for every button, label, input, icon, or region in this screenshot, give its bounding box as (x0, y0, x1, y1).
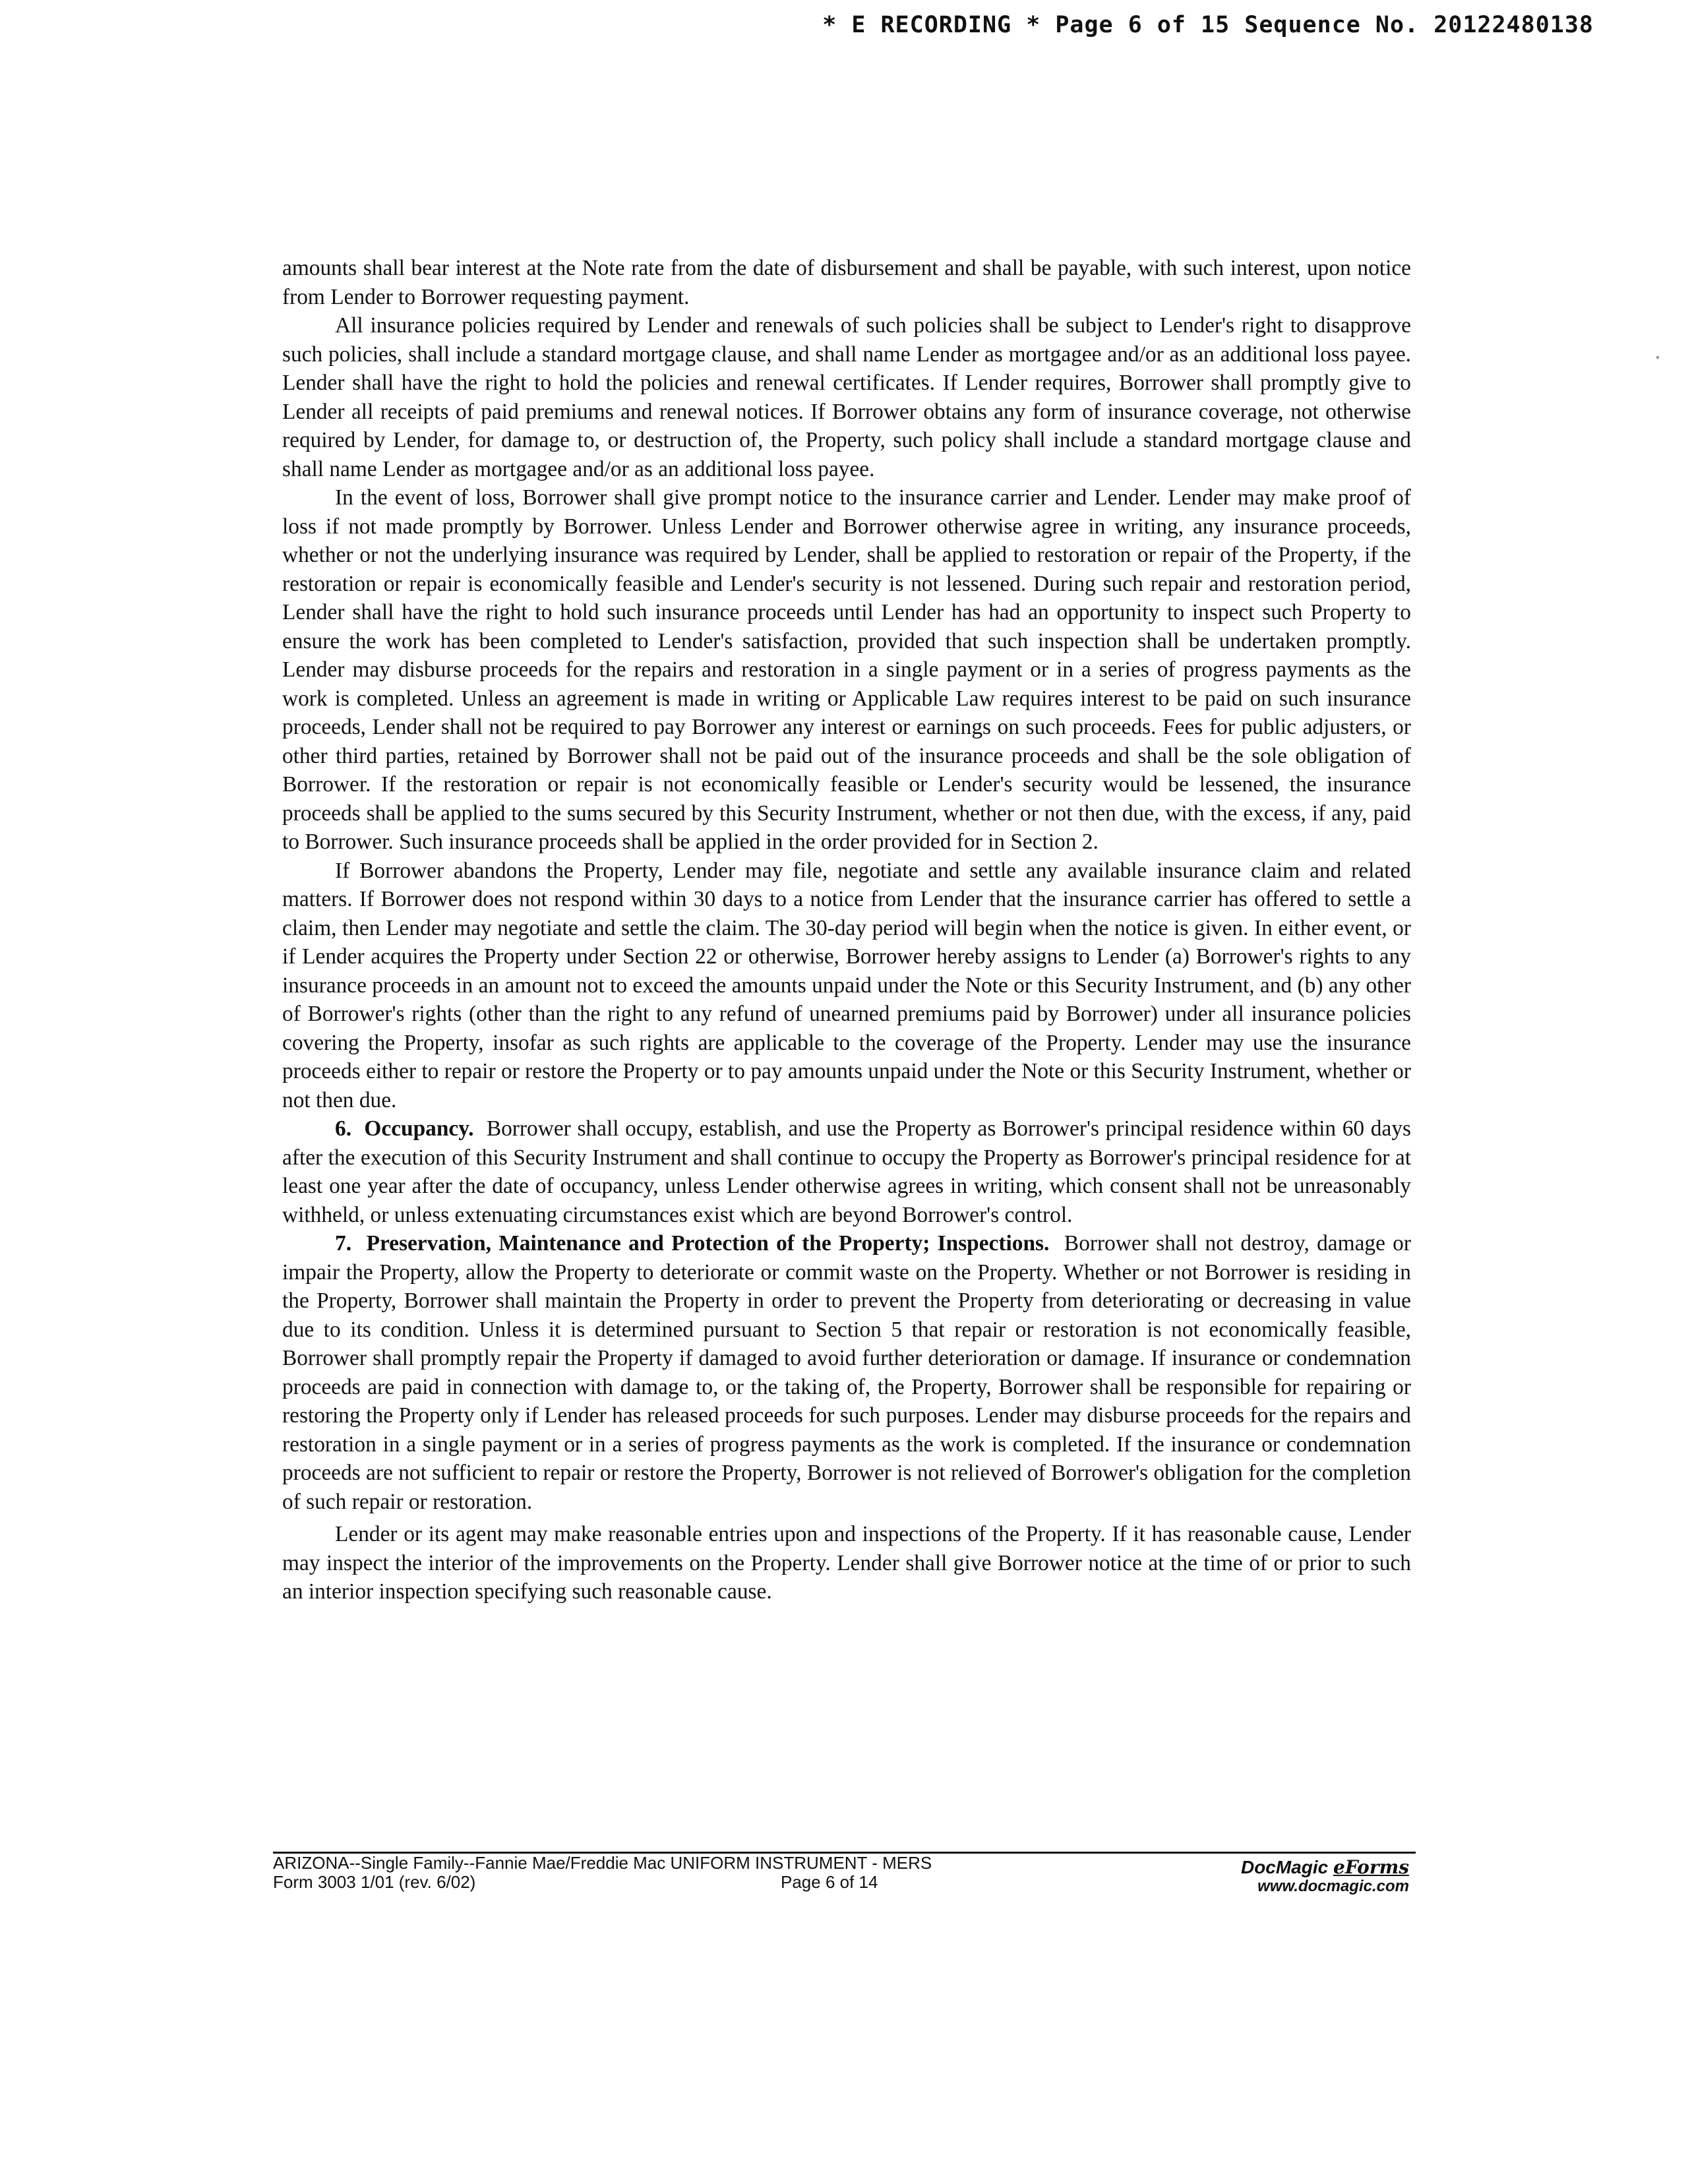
recording-header: * E RECORDING * Page 6 of 15 Sequence No. 20122480138 (822, 12, 1594, 38)
scan-speck (1656, 356, 1659, 359)
form-number: Form 3003 1/01 (rev. 6/02) (273, 1872, 476, 1892)
section-title: Occupancy. (364, 1116, 474, 1141)
page-footer (273, 1852, 1416, 1895)
paragraph-abandonment: If Borrower abandons the Property, Lender may file, negotiate and settle any available insurance claim and related matters. If Borrower does not respond within 30 days to a notice from Lender that the insurance carrier has offered to settle a claim, then Lender may negotiate and settle the claim. The 30-day period will begin when the notice is given. In either event, or if Lender acquires the Property under Section 22 or otherwise, Borrower hereby assigns to Lender (a) Borrower's rights to any insurance proceeds in an amount not to exceed the amounts unpaid under the Note or this Security Instrument, and (b) any other of Borrower's rights (other than the right to any refund of unearned premiums paid by Borrower) under all insurance policies covering the Property, insofar as such rights are applicable to the coverage of the Property. Lender may use the insurance proceeds either to repair or restore the Property or to pay amounts unpaid under the Note or this Security Instrument, whether or not then due. (282, 858, 1411, 1112)
brand-eforms: eForms (1333, 1856, 1409, 1878)
section-occupancy (282, 1114, 1411, 1229)
page-number: Page 6 of 14 (781, 1872, 878, 1892)
docmagic-logo (1241, 1858, 1409, 1896)
section-number: 6. (335, 1116, 352, 1141)
section-preservation (282, 1229, 1411, 1516)
section-text: Borrower shall not destroy, damage or impair the Property, allow the Property to deteriorate or commit waste on the Property. Whether or not Borrower is residing in the Property, Borrower shall maintain the Property in order to prevent the Property from deteriorating or decreasing in value due to its condition. Unless it is determined pursuant to Section 5 that repair or restoration is not economically feasible, Borrower shall promptly repair the Property if damaged to avoid further deterioration or damage. If insurance or condemnation proceeds are paid in connection with damage to, or the taking of, the Property, Borrower shall be responsible for repairing or restoring the Property only if Lender has released proceeds for such purposes. Lender may disburse proceeds for the repairs and restoration in a single payment or in a series of progress payments as the work is completed. If the insurance or condemnation proceeds are not sufficient to repair or restore the Property, Borrower is not relieved of Borrower's obligation for the completion of such repair or restoration. (282, 1231, 1411, 1514)
document-body (282, 254, 1411, 1606)
paragraph-inspections: Lender or its agent may make reasonable entries upon and inspections of the Property. If it has reasonable cause, Lender may inspect the interior of the improvements on the Property. Lender shall give Borrower notice at the time of or prior to such an interior inspection specifying such reasonable cause. (282, 1522, 1411, 1604)
brand-name: DocMagic (1240, 1857, 1329, 1877)
paragraph-continuation: amounts shall bear interest at the Note rate from the date of disbursement and shall be payable, with such interest, upon notice from Lender to Borrower requesting payment. (282, 256, 1411, 309)
form-title: ARIZONA--Single Family--Fannie Mae/Freddie Mac UNIFORM INSTRUMENT - MERS (273, 1853, 932, 1873)
brand-url: www.docmagic.com (1257, 1877, 1409, 1895)
section-text: Borrower shall occupy, establish, and use the Property as Borrower's principal residence within 60 days after the execution of this Security Instrument and shall continue to occupy the Property as Borrower's principal residence for at least one year after the date of occupancy, unless Lender otherwise agrees in writing, which consent shall not be unreasonably withheld, or unless extenuating circumstances exist which are beyond Borrower's control. (282, 1116, 1412, 1227)
section-title: Preservation, Maintenance and Protection of the Property; Inspections. (366, 1231, 1050, 1256)
paragraph-event-of-loss: In the event of loss, Borrower shall give prompt notice to the insurance carrier and Lender. Lender may make proof of loss if not made promptly by Borrower. Unless Lender and Borrower otherwise agree in writing, any insurance proceeds, whether or not the underlying insurance was required by Lender, shall be applied to restoration or repair of the Property, if the restoration or repair is economically feasible and Lender's security is not lessened. During such repair and restoration period, Lender shall have the right to hold such insurance proceeds until Lender has had an opportunity to inspect such Property to ensure the work has been completed to Lender's satisfaction, provided that such inspection shall be undertaken promptly. Lender may disburse proceeds for the repairs and restoration in a single payment or in a series of progress payments as the work is completed. Unless an agreement is made in writing or Applicable Law requires interest to be paid on such insurance proceeds, Lender shall not be required to pay Borrower any interest or earnings on such proceeds. Fees for public adjusters, or other third parties, retained by Borrower shall not be paid out of the insurance proceeds and shall be the sole obligation of Borrower. If the restoration or repair is not economically feasible or Lender's security would be lessened, the insurance proceeds shall be applied to the sums secured by this Security Instrument, whether or not then due, with the excess, if any, paid to Borrower. Such insurance proceeds shall be applied in the order provided for in Section 2. (282, 485, 1411, 854)
section-number: 7. (335, 1231, 352, 1256)
paragraph-insurance-policies: All insurance policies required by Lender and renewals of such policies shall be subject to Lender's right to disapprove such policies, shall include a standard mortgage clause, and shall name Lender as mortgagee and/or as an additional loss payee. Lender shall have the right to hold the policies and renewal certificates. If Lender requires, Borrower shall promptly give to Lender all receipts of paid premiums and renewal notices. If Borrower obtains any form of insurance coverage, not otherwise required by Lender, for damage to, or destruction of, the Property, such policy shall include a standard mortgage clause and shall name Lender as mortgagee and/or as an additional loss payee. (282, 313, 1411, 481)
